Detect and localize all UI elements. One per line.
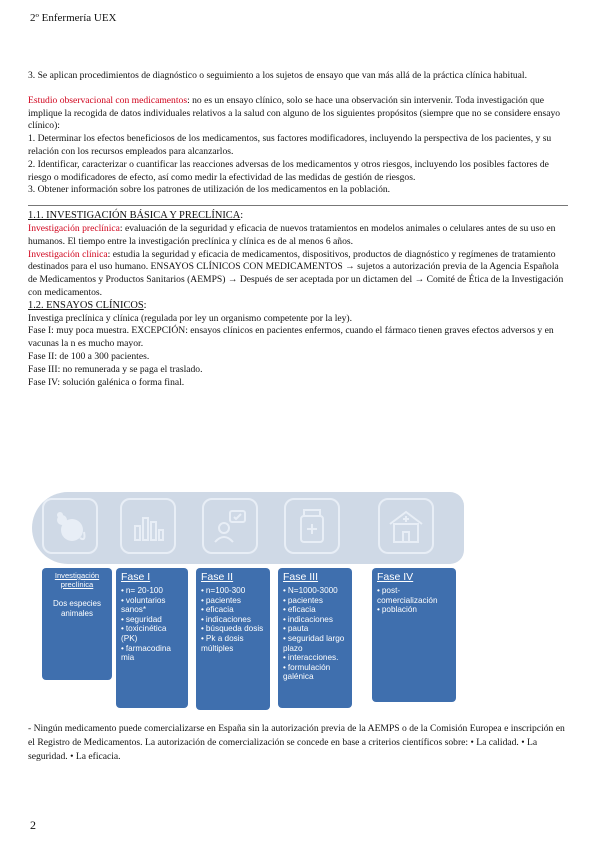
fase-1-item: • n= 20-100: [121, 586, 183, 596]
column-preclinical-title: Investigación preclínica: [54, 571, 100, 589]
fase-2-item: • pacientes: [201, 596, 265, 606]
section-1-1-title: 1.1. INVESTIGACIÓN BÁSICA Y PRECLÍNICA: [28, 210, 241, 222]
closing-text: - Ningún medicamento puede comercializarse en España sin la autorización previa de la AEMPS o de la Comisión Europea e inscripción en el Registro de Medicamentos. La autorización de comercialización se concede en base a criterios científicos sobre: • La calidad. • La seguridad. • La eficacia.: [28, 723, 565, 762]
section-1-1-heading: [28, 210, 568, 223]
section-1-2-colon: :: [143, 299, 147, 311]
fase-2-item: • eficacia: [201, 605, 265, 615]
bar-chart-icon: [120, 498, 176, 554]
trials-line-1: Investiga preclínica y clínica (regulada por ley un organismo competente por la ley).: [28, 312, 353, 324]
column-fase-2-title: Fase II: [201, 571, 234, 583]
closing-paragraph: [28, 722, 568, 764]
fase-1-item: • farmacodina mia: [121, 644, 183, 663]
fase-2-item: • Pk a dosis múltiples: [201, 634, 265, 653]
page-number: 2: [30, 818, 36, 832]
observational-item-3: 3. Obtener información sobre los patrones de utilización de los medicamentos en la población.: [28, 184, 391, 196]
medicine-bottle-icon: [284, 498, 340, 554]
fase-4-item: • población: [377, 605, 451, 615]
clinical-term: Investigación clínica: [28, 248, 108, 260]
fase-3-item: • interacciones.: [283, 653, 347, 663]
fase-1-item: • toxicinética (PK): [121, 624, 183, 643]
clinical-text: : estudia la seguridad y eficacia de medicamentos, dispositivos, productos de diagnóstico y regímenes de tratamiento destinados para el uso humano. ENSAYOS CLÍNICOS CON MEDICAMENTOS → sujetos a autorización previa de la Agencia Española de Medicamentos y Productos Sanitarios (AEMPS) → Después de ser aceptada por un dictamen del → Comité de Ética de la Investigación con medicamentos.: [28, 248, 564, 298]
fase-3-item: • formulación galénica: [283, 663, 347, 682]
observational-item-1: 1. Determinar los efectos beneficiosos de los medicamentos, sus factores modificadores, incluyendo la perspectiva de los pacientes, y su relación con los recursos empleados para alcanzarlos.: [28, 133, 552, 157]
fase-2-item: • búsqueda dosis: [201, 624, 265, 634]
doctor-consult-icon: [202, 498, 258, 554]
preclinical-term: Investigación preclínica: [28, 222, 120, 234]
column-fase-3-title: Fase III: [283, 571, 319, 583]
fase-3-item: • pacientes: [283, 596, 347, 606]
column-fase-1-title: Fase I: [121, 571, 151, 583]
column-fase-4: [372, 568, 456, 702]
fase-3-item: • indicaciones: [283, 615, 347, 625]
trials-line-2: Fase I: muy poca muestra. EXCEPCIÓN: ensayos clínicos en pacientes enfermos, cuando el fármaco tienen graves efectos adversos y en vacunas la n es mucho mayor.: [28, 325, 554, 350]
trials-line-3: Fase II: de 100 a 300 pacientes.: [28, 350, 150, 362]
observational-term: Estudio observacional con medicamentos: [28, 94, 188, 106]
observational-item-2: 2. Identificar, caracterizar o cuantificar las reacciones adversas de los medicamentos y otros riesgos, incluyendo los posibles factores de riesgo o modificadores de efecto, así como medir la efectividad de las medidas de gestión de riesgos.: [28, 158, 549, 183]
section-1-1-colon: :: [240, 210, 244, 222]
hospital-icon: [378, 498, 434, 554]
main-content: [28, 70, 568, 389]
observational-text: : no es un ensayo clínico, solo se hace una observación sin intervenir. Toda investigación que implique la recogida de datos individuales relativos a la salud con alguno de los siguientes propósitos (siempre que no se considere ensayo clínico):: [28, 94, 561, 132]
fase-1-item: • seguridad: [121, 615, 183, 625]
observational-paragraph: [28, 95, 568, 133]
column-fase-3: [278, 568, 352, 708]
column-fase-1: [116, 568, 188, 708]
trials-line-4: Fase III: no remunerada y se paga el traslado.: [28, 363, 203, 375]
page-header: 2º Enfermería UEX: [30, 12, 117, 24]
column-preclinical: [42, 568, 112, 680]
divider: [28, 205, 568, 206]
section-1-2-title: 1.2. ENSAYOS CLÍNICOS: [28, 299, 144, 311]
fase-3-item: • pauta: [283, 624, 347, 634]
fase-4-item: • post-comercialización: [377, 586, 451, 605]
fase-3-item: • seguridad largo plazo: [283, 634, 347, 653]
preclinical-text: : evaluación de la seguridad y eficacia de nuevos tratamientos en modelos animales o celulares antes de su uso en humanos. El tiempo entre la investigación preclínica y clínica es de al menos 6 años.: [28, 222, 556, 247]
section-1-2-heading: [28, 300, 568, 313]
lab-mouse-icon: [42, 498, 98, 554]
preclinical-paragraph: [28, 223, 568, 249]
clinical-paragraph: [28, 249, 568, 300]
fase-2-item: • n=100-300: [201, 586, 265, 596]
clinical-phases-figure: [32, 490, 464, 712]
column-fase-2: [196, 568, 270, 710]
trials-line-5: Fase IV: solución galénica o forma final.: [28, 376, 185, 388]
fase-1-item: • voluntarios sanos*: [121, 596, 183, 615]
intro-point-3: 3. Se aplican procedimientos de diagnóstico o seguimiento a los sujetos de ensayo que van más allá de la práctica clínica habitual.: [28, 70, 527, 81]
fase-2-item: • indicaciones: [201, 615, 265, 625]
column-fase-4-title: Fase IV: [377, 571, 414, 583]
column-preclinical-text: Dos especies animales: [52, 599, 102, 618]
fase-3-item: • eficacia: [283, 605, 347, 615]
fase-3-item: • N=1000-3000: [283, 586, 347, 596]
